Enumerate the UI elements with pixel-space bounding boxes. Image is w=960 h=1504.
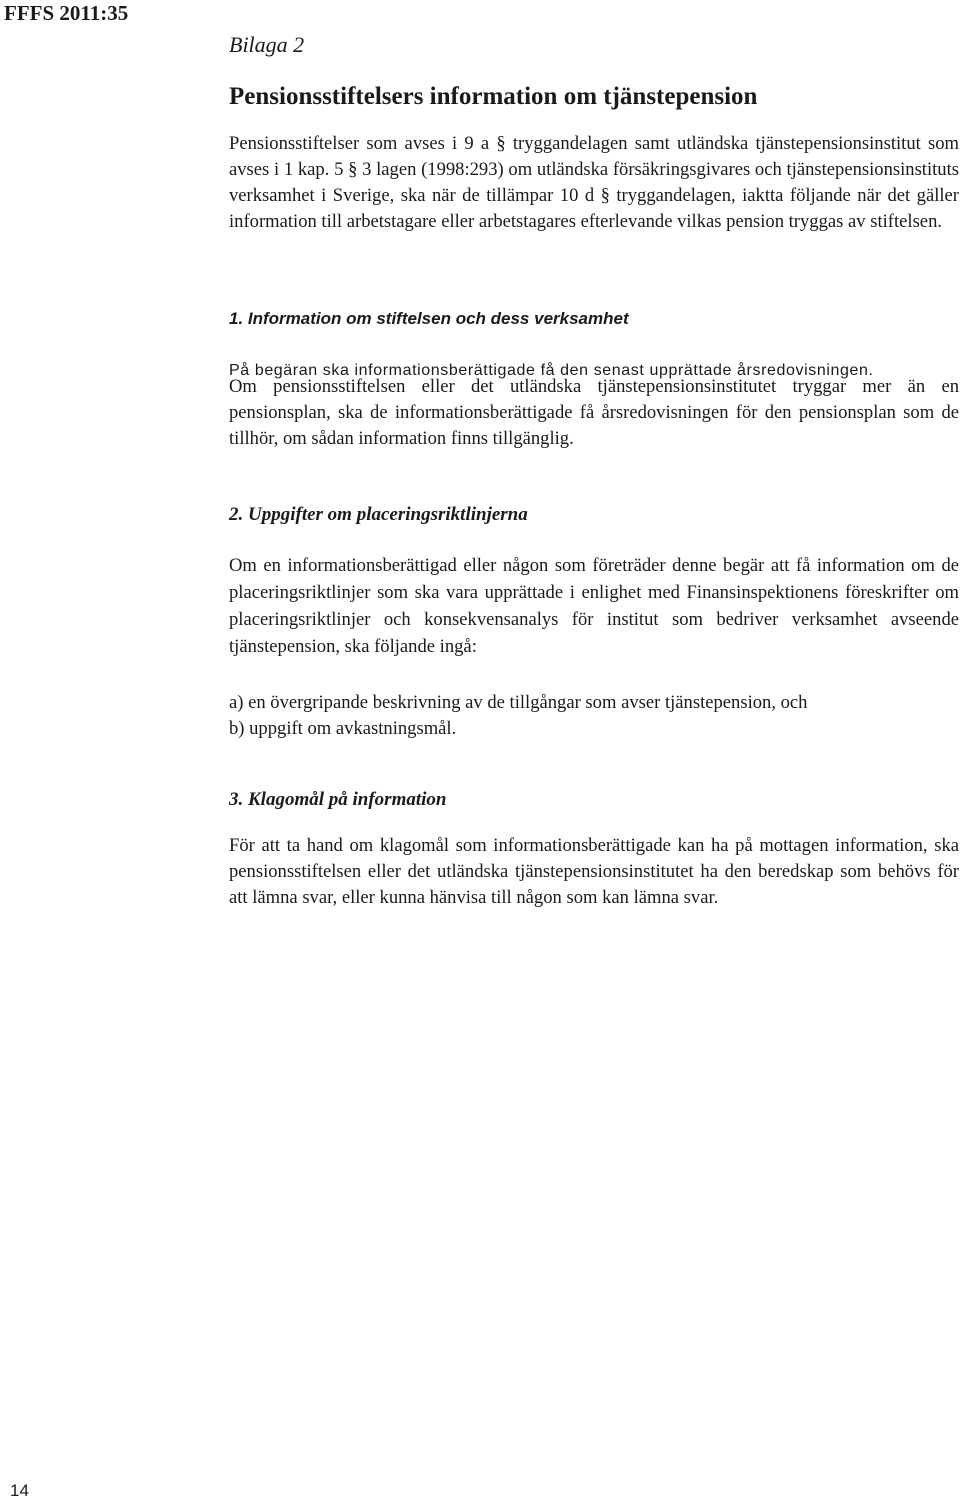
intro-paragraph: Pensionsstiftelser som avses i 9 a § tryggandelagen samt utländska tjänstepensionsinstitut som avses i 1 kap. 5 § 3 lagen (1998:293) om utländska försäkringsgivares och tjänstepensionsinstituts verksamhet i Sverige, ska när de tillämpar 10 d § tryggandelagen, iaktta följande när det gäller information till arbetstagare eller arbetstagares efterlevande vilkas pension tryggas av stiftelsen. [229, 133, 959, 232]
page-number: 14 [10, 1481, 29, 1500]
list-item: b) uppgift om avkastningsmål. [229, 718, 457, 739]
section-1-paragraph-1: På begäran ska informationsberättigade få den senast upprättade årsredovisningen. [229, 362, 874, 379]
section-3-paragraph-1: För att ta hand om klagomål som informationsberättigade kan ha på mottagen information, ska pensionsstiftelsen eller det utländska tjänstepensionsinstitutet ha den beredskap som behövs för att lämna svar, eller kunna hänvisa till någon som kan lämna svar. [229, 835, 959, 908]
document-code: FFFS 2011:35 [4, 1, 129, 25]
section-1-heading: 1. Information om stiftelsen och dess verksamhet [229, 309, 629, 328]
section-2-paragraph-1: Om en informationsberättigad eller någon som företräder denne begär att få information om de placeringsriktlinjer som ska vara upprättade i enlighet med Finansinspektionens föreskrifter om placeringsriktlinjer och konsekvensanalys för institut som bedriver verksamhet avseende tjänstepension, ska följande ingå: [229, 555, 959, 657]
list-item: a) en övergripande beskrivning av de tillgångar som avser tjänstepension, och [229, 692, 808, 713]
section-2-heading: 2. Uppgifter om placeringsriktlinjerna [229, 504, 528, 525]
page-title: Pensionsstiftelsers information om tjänstepension [229, 83, 758, 110]
appendix-label: Bilaga 2 [229, 32, 305, 57]
section-3-heading: 3. Klagomål på information [229, 789, 447, 810]
section-2-list [229, 690, 959, 742]
section-1-paragraph-2: Om pensionsstiftelsen eller det utländska tjänstepensionsinstitutet tryggar mer än en pensionsplan, ska de informationsberättigade få årsredovisningen för den pensionsplan som de tillhör, om sådan information finns tillgänglig. [229, 376, 959, 449]
